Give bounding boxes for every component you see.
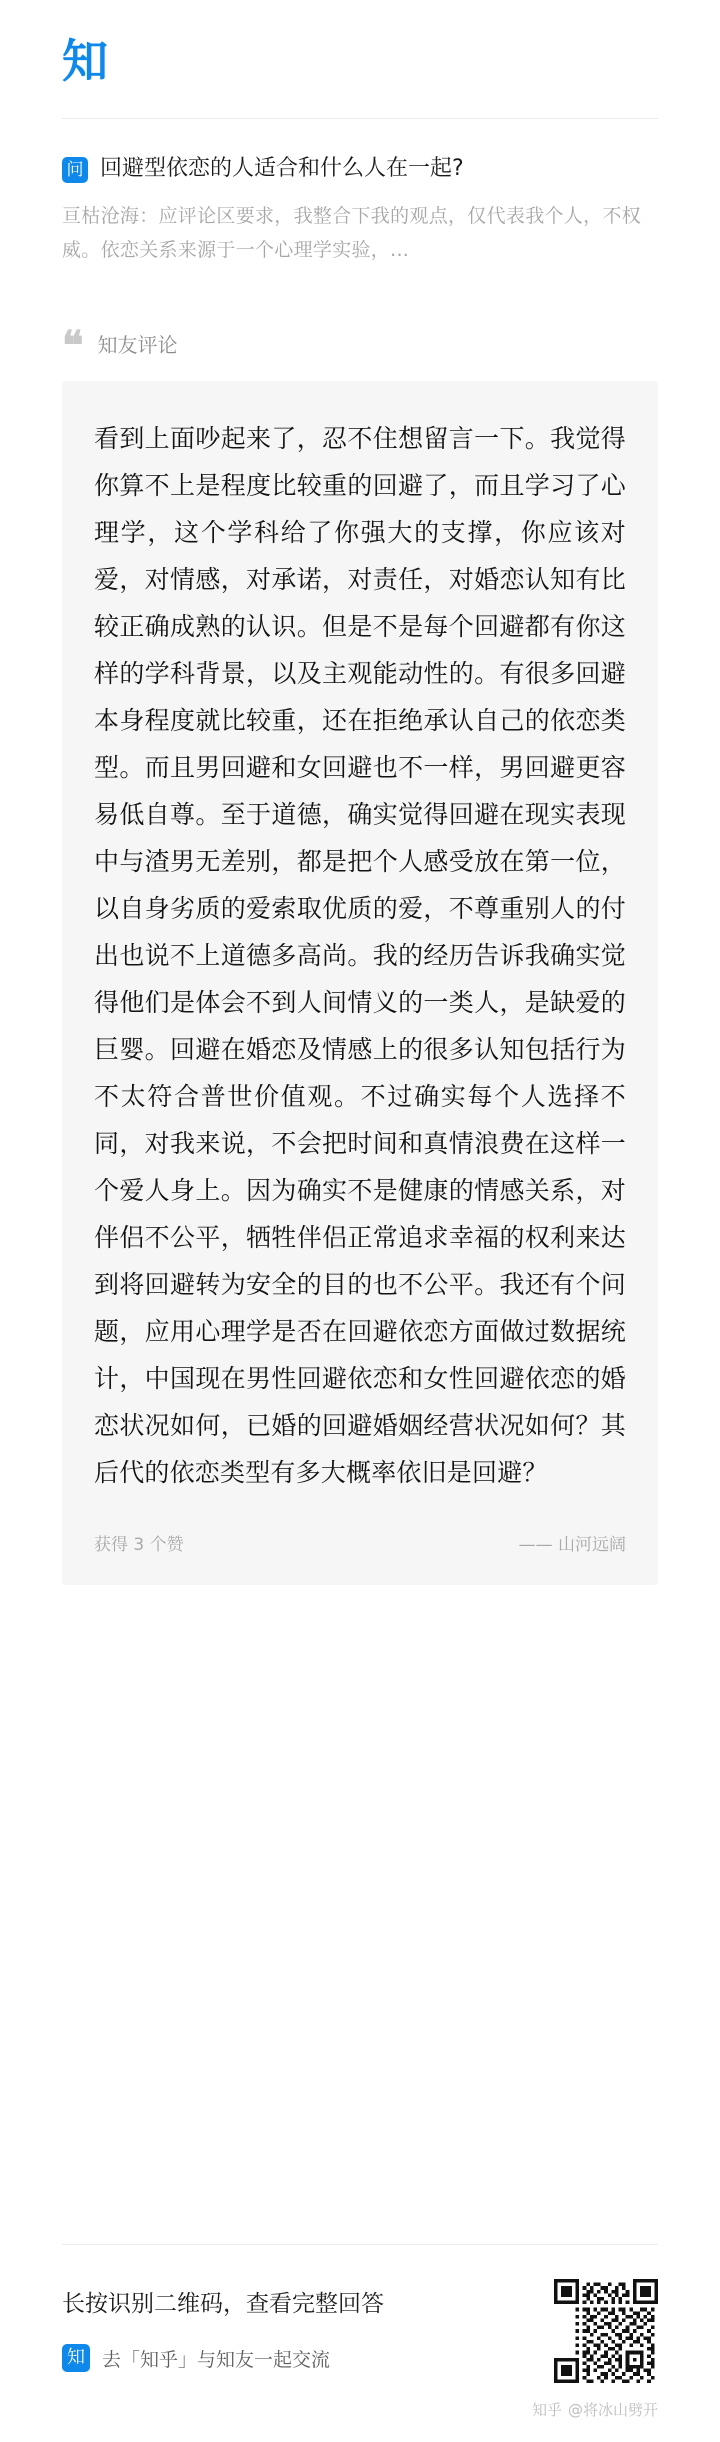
watermark-text: @将冰山劈开 [567, 2401, 658, 2419]
zhihu-logo: 知 [62, 34, 109, 88]
comment-section [62, 322, 658, 1585]
comment-card [62, 381, 658, 1585]
question-summary[interactable]: 亘枯沧海：应评论区要求，我整合下我的观点，仅代表我个人，不权威。依恋关系来源于一个心理学实验，... [62, 205, 642, 261]
footer-divider [62, 2244, 658, 2245]
footer-brand-text[interactable]: 去「知乎」与知友一起交流 [102, 2348, 331, 2371]
comment-header [62, 322, 658, 369]
comment-footer [94, 1530, 626, 1555]
footer-brand-row[interactable] [62, 2344, 384, 2372]
footer-cta-text: 长按识别二维码，查看完整回答 [62, 2291, 384, 2317]
footer-inner [62, 2279, 658, 2383]
qr-code-icon[interactable] [554, 2279, 658, 2383]
comment-body-text: 看到上面吵起来了，忍不住想留言一下。我觉得你算不上是程度比较重的回避了，而且学习了心理学，这个学科给了你强大的支撑，你应该对爱，对情感，对承诺，对责任，对婚恋认知有比较正确成熟的认识。但是不是每个回避都有你这样的学科背景，以及主观能动性的。有很多回避本身程度就比较重，还在拒绝承认自己的依恋类型。而且男回避和女回避也不一样，男回避更容易低自尊。至于道德，确实觉得回避在现实表现中与渣男无差别，都是把个人感受放在第一位，以自身劣质的爱索取优质的爱，不尊重别人的付出也说不上道德多高尚。我的经历告诉我确实觉得他们是体会不到人间情义的一类人，是缺爱的巨婴。回避在婚恋及情感上的很多认知包括行为不太符合普世价值观。不过确实每个人选择不同，对我来说，不会把时间和真情浪费在这样一个爱人身上。因为确实不是健康的情感关系，对伴侣不公平，牺牲伴侣正常追求幸福的权利来达到将回避转为安全的目的也不公平。我还有个问题，应用心理学是否在回避依恋方面做过数据统计，中国现在男性回避依恋和女性回避依恋的婚恋状况如何，已婚的回避婚姻经营状况如何？其后代的依恋类型有多大概率依旧是回避？ [94, 424, 626, 1487]
comment-section-label: 知友评论 [97, 332, 178, 357]
question-block[interactable] [62, 119, 658, 267]
question-badge-icon: 问 [62, 157, 88, 183]
footer [0, 2244, 720, 2442]
header [62, 0, 658, 118]
watermark-logo: 知乎 [531, 2401, 562, 2419]
question-title-row [62, 153, 658, 185]
comment-likes: 获得 3 个赞 [94, 1535, 184, 1555]
comment-author: —— 山河远阔 [518, 1535, 626, 1555]
question-title[interactable]: 回避型依恋的人适合和什么人在一起? [100, 156, 464, 181]
watermark [62, 2399, 658, 2420]
quote-icon: ❝ [62, 322, 84, 369]
footer-left [62, 2279, 384, 2372]
zhihu-badge-icon: 知 [62, 2344, 90, 2372]
